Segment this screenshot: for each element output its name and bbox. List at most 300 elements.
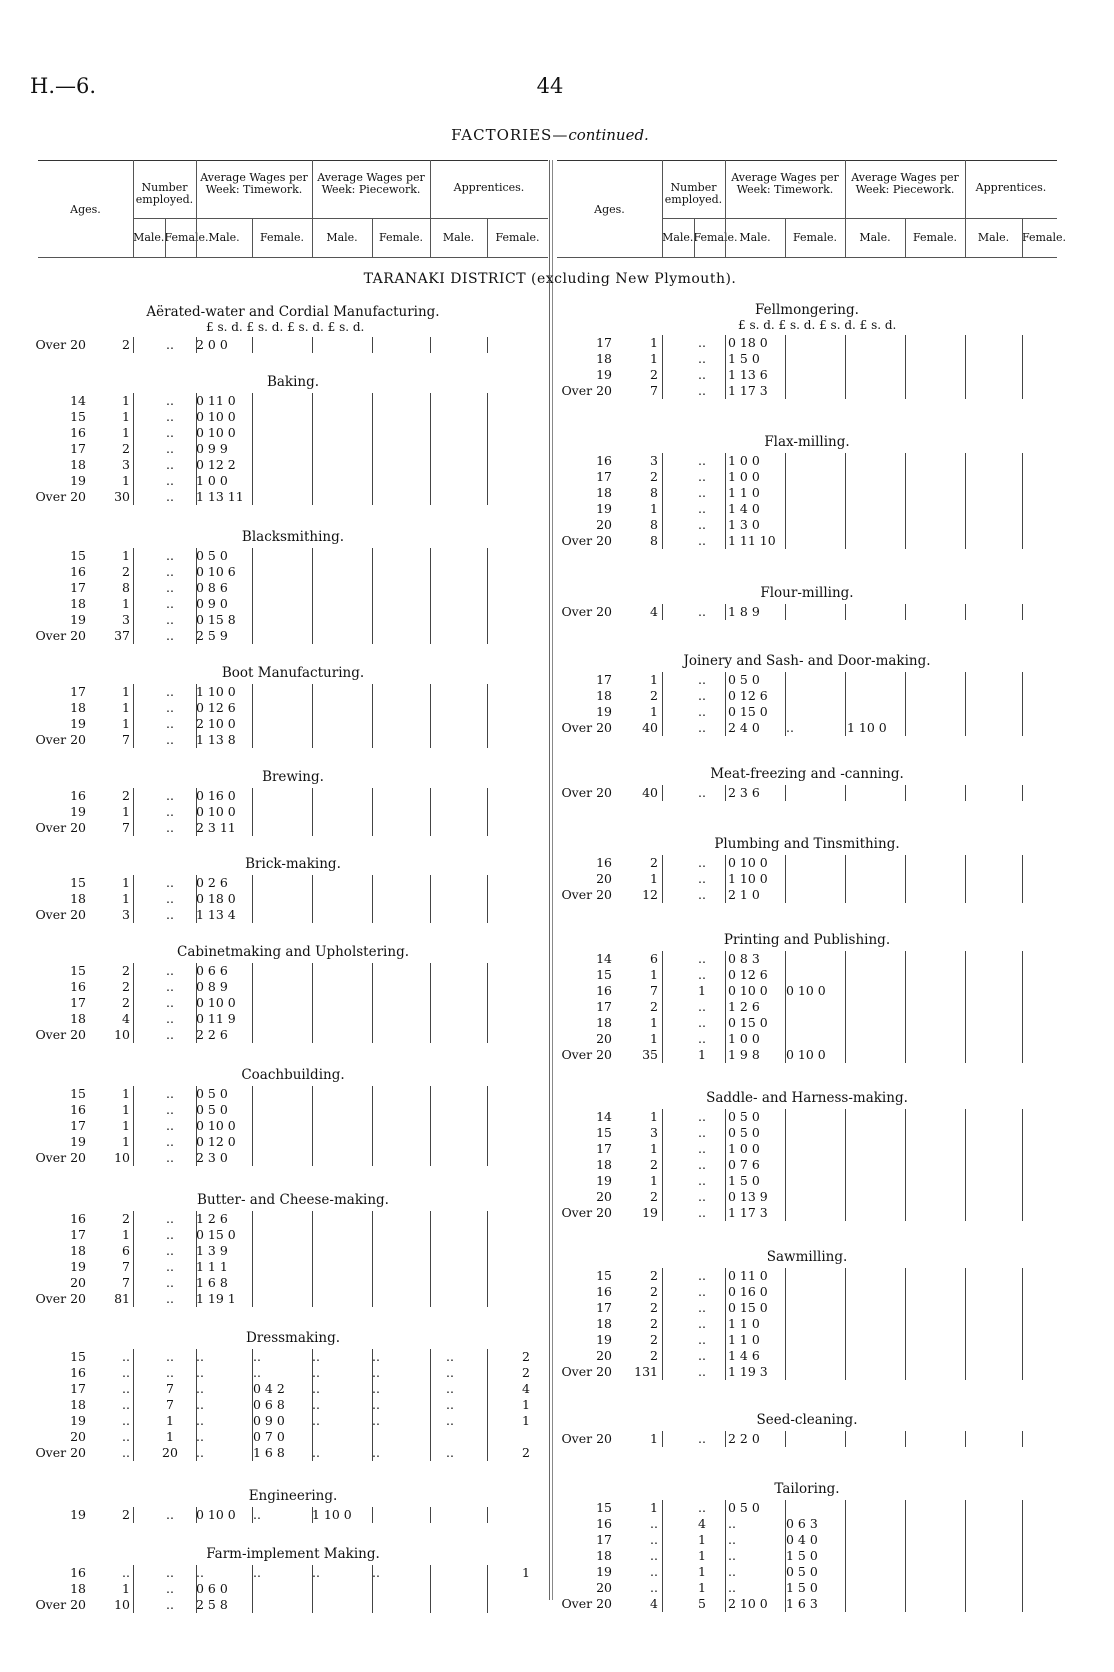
timework-female: .. xyxy=(253,1349,261,1364)
timework-male: .. xyxy=(728,1580,736,1595)
timework-male: 1 10 0 xyxy=(728,871,768,886)
section-title: Meat-freezing and -canning. xyxy=(710,766,904,782)
age-cell: 19 xyxy=(70,716,86,731)
row-divider xyxy=(487,1086,488,1166)
female-count: .. xyxy=(698,1157,706,1172)
male-count: 7 xyxy=(650,983,658,998)
female-count: .. xyxy=(166,804,174,819)
age-cell: 17 xyxy=(70,1227,86,1242)
female-count: .. xyxy=(166,820,174,835)
apprentice-male: .. xyxy=(446,1413,454,1428)
row-divider xyxy=(662,335,663,399)
row-divider xyxy=(725,1268,726,1380)
female-count: .. xyxy=(698,871,706,886)
row-divider xyxy=(252,393,253,505)
male-count: 10 xyxy=(114,1597,130,1612)
header-female-1: Female. xyxy=(259,231,305,244)
female-count: .. xyxy=(698,704,706,719)
timework-male: 2 10 0 xyxy=(196,716,236,731)
section-title: Butter- and Cheese-making. xyxy=(197,1192,389,1208)
timework-male: .. xyxy=(196,1565,204,1580)
row-divider xyxy=(312,1211,313,1307)
female-count: 1 xyxy=(698,1580,706,1595)
male-count: 2 xyxy=(650,1348,658,1363)
age-cell: 15 xyxy=(70,409,86,424)
row-divider xyxy=(965,1268,966,1380)
male-count: 2 xyxy=(122,995,130,1010)
male-count: 1 xyxy=(122,425,130,440)
row-divider xyxy=(133,548,134,644)
male-count: .. xyxy=(650,1532,658,1547)
female-count: .. xyxy=(698,1173,706,1188)
row-divider xyxy=(133,875,134,923)
timework-female: 1 6 3 xyxy=(786,1596,818,1611)
header-female-3: Female. xyxy=(1022,231,1067,244)
apprentice-male: .. xyxy=(446,1365,454,1380)
female-count: .. xyxy=(698,1015,706,1030)
row-divider xyxy=(662,785,663,801)
age-cell: 20 xyxy=(596,1580,612,1595)
row-divider xyxy=(725,604,726,620)
row-divider xyxy=(430,963,431,1043)
age-cell: 18 xyxy=(70,457,86,472)
header-rule xyxy=(557,160,1057,161)
row-divider xyxy=(965,672,966,736)
timework-male: 0 18 0 xyxy=(196,891,236,906)
age-cell: 15 xyxy=(596,1125,612,1140)
row-divider xyxy=(905,453,906,549)
male-count: 1 xyxy=(122,409,130,424)
row-divider xyxy=(965,1431,966,1447)
header-divider-3 xyxy=(312,160,313,258)
female-count: .. xyxy=(166,425,174,440)
header-male-3: Male. xyxy=(977,231,1010,244)
female-count: .. xyxy=(698,367,706,382)
female-count: .. xyxy=(166,788,174,803)
female-count: .. xyxy=(166,1597,174,1612)
age-cell: 20 xyxy=(596,517,612,532)
row-divider xyxy=(725,1431,726,1447)
timework-male: 1 0 0 xyxy=(728,469,760,484)
age-cell: Over 20 xyxy=(561,720,612,735)
age-cell: 19 xyxy=(70,1259,86,1274)
title-continued: continued. xyxy=(568,126,649,144)
header-male-2: Male. xyxy=(859,231,891,244)
row-divider xyxy=(430,1349,431,1461)
row-divider xyxy=(487,1507,488,1523)
row-divider xyxy=(252,1565,253,1613)
page-title xyxy=(300,126,800,144)
timework-male: 2 4 0 xyxy=(728,720,760,735)
piecework-male: .. xyxy=(312,1445,320,1460)
male-count: 2 xyxy=(122,1507,130,1522)
timework-male: 0 5 0 xyxy=(728,672,760,687)
timework-male: 1 17 3 xyxy=(728,1205,768,1220)
header-divider-0 xyxy=(133,160,134,258)
row-divider xyxy=(133,788,134,836)
timework-male: 1 1 0 xyxy=(728,1316,760,1331)
male-count: 1 xyxy=(650,967,658,982)
row-divider xyxy=(133,393,134,505)
age-cell: 17 xyxy=(70,995,86,1010)
age-cell: 20 xyxy=(596,1031,612,1046)
timework-male: 0 15 0 xyxy=(728,704,768,719)
male-count: 2 xyxy=(650,469,658,484)
timework-male: 1 13 11 xyxy=(196,489,244,504)
male-count: 2 xyxy=(650,1332,658,1347)
male-count: 7 xyxy=(122,1259,130,1274)
female-count: .. xyxy=(166,1027,174,1042)
female-count: .. xyxy=(166,684,174,699)
male-count: 4 xyxy=(650,1596,658,1611)
timework-female: 1 5 0 xyxy=(786,1548,818,1563)
section-title: Joinery and Sash- and Door-making. xyxy=(683,653,931,669)
male-count: .. xyxy=(650,1580,658,1595)
female-count: .. xyxy=(166,1211,174,1226)
timework-male: 0 15 8 xyxy=(196,612,236,627)
female-count: .. xyxy=(166,963,174,978)
age-cell: Over 20 xyxy=(561,1431,612,1446)
header-subrule xyxy=(133,218,548,219)
female-count: .. xyxy=(698,1300,706,1315)
male-count: 2 xyxy=(122,788,130,803)
piecework-female: .. xyxy=(372,1397,380,1412)
timework-male: 2 3 6 xyxy=(728,785,760,800)
row-divider xyxy=(487,684,488,748)
header-male-2: Male. xyxy=(326,231,358,244)
age-cell: 15 xyxy=(596,967,612,982)
age-cell: 17 xyxy=(70,1381,86,1396)
header-ages: Ages. xyxy=(594,203,625,216)
header-subdivider-1 xyxy=(252,218,253,258)
row-divider xyxy=(430,1507,431,1523)
header-male-3: Male. xyxy=(442,231,475,244)
male-count: 2 xyxy=(650,688,658,703)
female-count: .. xyxy=(698,855,706,870)
row-divider xyxy=(312,1086,313,1166)
row-divider xyxy=(662,1268,663,1380)
row-divider xyxy=(725,335,726,399)
male-count: 40 xyxy=(642,785,658,800)
timework-male: 1 13 8 xyxy=(196,732,236,747)
section-title: Dressmaking. xyxy=(245,1330,341,1346)
female-count: .. xyxy=(166,1507,174,1522)
male-count: 12 xyxy=(642,887,658,902)
age-cell: Over 20 xyxy=(561,1596,612,1611)
timework-male: 1 13 6 xyxy=(728,367,768,382)
timework-male: 0 5 0 xyxy=(196,1086,228,1101)
row-divider xyxy=(196,393,197,505)
header-female-0: Female. xyxy=(693,231,738,244)
timework-male: 2 2 6 xyxy=(196,1027,228,1042)
age-cell: 15 xyxy=(70,1349,86,1364)
row-divider xyxy=(252,875,253,923)
male-count: .. xyxy=(122,1413,130,1428)
header-apprentices: Apprentices. xyxy=(453,181,525,194)
row-divider xyxy=(372,1086,373,1166)
female-count: 7 xyxy=(166,1381,174,1396)
row-divider xyxy=(487,1211,488,1307)
section-title: Coachbuilding. xyxy=(241,1067,345,1083)
timework-male: 1 0 0 xyxy=(728,1031,760,1046)
female-count: .. xyxy=(166,1259,174,1274)
row-divider xyxy=(312,548,313,644)
male-count: 6 xyxy=(650,951,658,966)
age-cell: 18 xyxy=(70,700,86,715)
female-count: 1 xyxy=(698,1047,706,1062)
row-divider xyxy=(372,963,373,1043)
timework-male: 0 10 0 xyxy=(196,804,236,819)
timework-male: 0 8 6 xyxy=(196,580,228,595)
age-cell: Over 20 xyxy=(35,1291,86,1306)
age-cell: 19 xyxy=(596,367,612,382)
header-rule xyxy=(38,160,548,161)
row-divider xyxy=(430,788,431,836)
female-count: .. xyxy=(166,1134,174,1149)
age-cell: 15 xyxy=(70,875,86,890)
header-subdivider-2 xyxy=(372,218,373,258)
piecework-female: .. xyxy=(372,1381,380,1396)
female-count: .. xyxy=(166,1011,174,1026)
row-divider xyxy=(845,453,846,549)
timework-female: 0 7 0 xyxy=(253,1429,285,1444)
timework-female: .. xyxy=(253,1507,261,1522)
timework-male: .. xyxy=(196,1413,204,1428)
timework-male: 2 0 0 xyxy=(196,337,228,352)
age-cell: 14 xyxy=(596,1109,612,1124)
timework-male: 0 10 0 xyxy=(196,1507,236,1522)
section-title: Flax-milling. xyxy=(764,434,850,450)
row-divider xyxy=(312,1565,313,1613)
timework-male: 0 8 3 xyxy=(728,951,760,966)
female-count: 20 xyxy=(162,1445,178,1460)
row-divider xyxy=(662,453,663,549)
age-cell: Over 20 xyxy=(35,1027,86,1042)
row-divider xyxy=(372,337,373,353)
timework-male: 1 3 0 xyxy=(728,517,760,532)
row-divider xyxy=(725,1109,726,1221)
male-count: 1 xyxy=(650,335,658,350)
row-divider xyxy=(965,1500,966,1612)
timework-male: 0 13 9 xyxy=(728,1189,768,1204)
row-divider xyxy=(725,453,726,549)
row-divider xyxy=(662,672,663,736)
section-title: Cabinetmaking and Upholstering. xyxy=(177,944,409,960)
row-divider xyxy=(1022,604,1023,620)
female-count: .. xyxy=(698,785,706,800)
piecework-male: .. xyxy=(312,1365,320,1380)
row-divider xyxy=(905,785,906,801)
male-count: .. xyxy=(122,1429,130,1444)
row-divider xyxy=(196,963,197,1043)
male-count: 7 xyxy=(122,732,130,747)
age-cell: 20 xyxy=(70,1275,86,1290)
timework-male: 2 1 0 xyxy=(728,887,760,902)
male-count: 1 xyxy=(122,684,130,699)
age-cell: 17 xyxy=(70,441,86,456)
age-cell: 19 xyxy=(70,804,86,819)
male-count: 3 xyxy=(122,457,130,472)
female-count: .. xyxy=(698,967,706,982)
timework-male: 1 4 6 xyxy=(728,1348,760,1363)
units-row: £ s. d. £ s. d. £ s. d. £ s. d. xyxy=(206,320,365,334)
header-female-2: Female. xyxy=(378,231,424,244)
male-count: 1 xyxy=(122,875,130,890)
female-count: .. xyxy=(698,533,706,548)
male-count: 1 xyxy=(122,1086,130,1101)
row-divider xyxy=(845,604,846,620)
timework-male: 0 12 2 xyxy=(196,457,236,472)
female-count: .. xyxy=(698,1109,706,1124)
row-divider xyxy=(662,951,663,1063)
male-count: 2 xyxy=(122,1211,130,1226)
male-count: 1 xyxy=(122,804,130,819)
male-count: 10 xyxy=(114,1027,130,1042)
male-count: 40 xyxy=(642,720,658,735)
age-cell: Over 20 xyxy=(561,604,612,619)
section-title: Saddle- and Harness-making. xyxy=(706,1090,908,1106)
male-count: 2 xyxy=(650,1189,658,1204)
row-divider xyxy=(905,1431,906,1447)
header-male-0: Male. xyxy=(133,231,165,244)
female-count: .. xyxy=(698,1189,706,1204)
age-cell: Over 20 xyxy=(35,907,86,922)
piecework-male: .. xyxy=(312,1349,320,1364)
row-divider xyxy=(133,1349,134,1461)
male-count: 2 xyxy=(122,963,130,978)
male-count: 1 xyxy=(650,1141,658,1156)
row-divider xyxy=(905,672,906,736)
apprentice-female: 2 xyxy=(522,1445,530,1460)
row-divider xyxy=(1022,855,1023,903)
header-divider-1 xyxy=(725,160,726,258)
male-count: 1 xyxy=(122,1134,130,1149)
age-cell: 14 xyxy=(70,393,86,408)
section-title: Flour-milling. xyxy=(760,585,854,601)
district-title: TARANAKI DISTRICT (excluding New Plymouth). xyxy=(363,271,737,287)
page-code: H.—6. xyxy=(30,74,97,98)
male-count: 1 xyxy=(650,1015,658,1030)
male-count: 2 xyxy=(122,441,130,456)
header-number: Number employed. xyxy=(664,181,723,206)
header-subdivider-0 xyxy=(165,218,166,258)
row-divider xyxy=(252,963,253,1043)
male-count: 2 xyxy=(122,564,130,579)
section-title: Brewing. xyxy=(262,769,324,785)
timework-male: 0 6 0 xyxy=(196,1581,228,1596)
apprentice-female: 2 xyxy=(522,1349,530,1364)
timework-male: .. xyxy=(196,1365,204,1380)
timework-male: 1 6 8 xyxy=(196,1275,228,1290)
female-count: 1 xyxy=(698,1548,706,1563)
row-divider xyxy=(252,337,253,353)
age-cell: 19 xyxy=(70,612,86,627)
female-count: .. xyxy=(698,720,706,735)
female-count: .. xyxy=(698,1348,706,1363)
row-divider xyxy=(785,855,786,903)
female-count: 1 xyxy=(698,983,706,998)
row-divider xyxy=(252,1349,253,1461)
piecework-male: 1 10 0 xyxy=(312,1507,352,1522)
male-count: 19 xyxy=(642,1205,658,1220)
age-cell: 18 xyxy=(596,1157,612,1172)
row-divider xyxy=(312,963,313,1043)
male-count: 1 xyxy=(650,1431,658,1446)
timework-male: 1 9 8 xyxy=(728,1047,760,1062)
age-cell: 17 xyxy=(596,1300,612,1315)
timework-male: 0 5 0 xyxy=(728,1109,760,1124)
timework-male: 1 19 3 xyxy=(728,1364,768,1379)
section-title: Aërated-water and Cordial Manufacturing. xyxy=(146,304,440,320)
female-count: .. xyxy=(698,1205,706,1220)
age-cell: 16 xyxy=(596,855,612,870)
age-cell: 16 xyxy=(70,1365,86,1380)
male-count: 2 xyxy=(122,337,130,352)
piecework-female: .. xyxy=(372,1413,380,1428)
page-number: 44 xyxy=(536,74,564,98)
timework-male: 0 9 0 xyxy=(196,596,228,611)
piecework-male: .. xyxy=(312,1565,320,1580)
male-count: 10 xyxy=(114,1150,130,1165)
female-count: .. xyxy=(166,409,174,424)
age-cell: 19 xyxy=(596,704,612,719)
male-count: .. xyxy=(122,1565,130,1580)
age-cell: 15 xyxy=(596,1500,612,1515)
header-divider-1 xyxy=(196,160,197,258)
row-divider xyxy=(252,1507,253,1523)
apprentice-female: 1 xyxy=(522,1413,530,1428)
header-female-2: Female. xyxy=(912,231,958,244)
piecework-male: 1 10 0 xyxy=(847,720,887,735)
male-count: 7 xyxy=(122,820,130,835)
header-subdivider-2 xyxy=(905,218,906,258)
row-divider xyxy=(133,684,134,748)
male-count: 81 xyxy=(114,1291,130,1306)
male-count: 1 xyxy=(122,596,130,611)
age-cell: 18 xyxy=(70,1011,86,1026)
male-count: 1 xyxy=(650,704,658,719)
age-cell: Over 20 xyxy=(561,887,612,902)
row-divider xyxy=(372,788,373,836)
age-cell: 19 xyxy=(70,1413,86,1428)
header-male-0: Male. xyxy=(662,231,694,244)
timework-female: 0 6 3 xyxy=(786,1516,818,1531)
row-divider xyxy=(1022,672,1023,736)
timework-male: 2 5 8 xyxy=(196,1597,228,1612)
age-cell: 18 xyxy=(596,1548,612,1563)
row-divider xyxy=(196,788,197,836)
row-divider xyxy=(1022,1500,1023,1612)
age-cell: Over 20 xyxy=(35,1150,86,1165)
row-divider xyxy=(785,785,786,801)
age-cell: 18 xyxy=(70,891,86,906)
male-count: 1 xyxy=(122,473,130,488)
male-count: 1 xyxy=(122,1227,130,1242)
row-divider xyxy=(133,1086,134,1166)
male-count: 8 xyxy=(650,517,658,532)
row-divider xyxy=(845,1109,846,1221)
age-cell: 17 xyxy=(70,1118,86,1133)
row-divider xyxy=(133,1507,134,1523)
header-divider-5 xyxy=(430,160,431,258)
age-cell: 16 xyxy=(70,979,86,994)
female-count: .. xyxy=(698,1268,706,1283)
timework-male: 2 3 0 xyxy=(196,1150,228,1165)
female-count: .. xyxy=(166,1365,174,1380)
timework-female: 0 6 8 xyxy=(253,1397,285,1412)
age-cell: 15 xyxy=(70,548,86,563)
male-count: .. xyxy=(122,1397,130,1412)
